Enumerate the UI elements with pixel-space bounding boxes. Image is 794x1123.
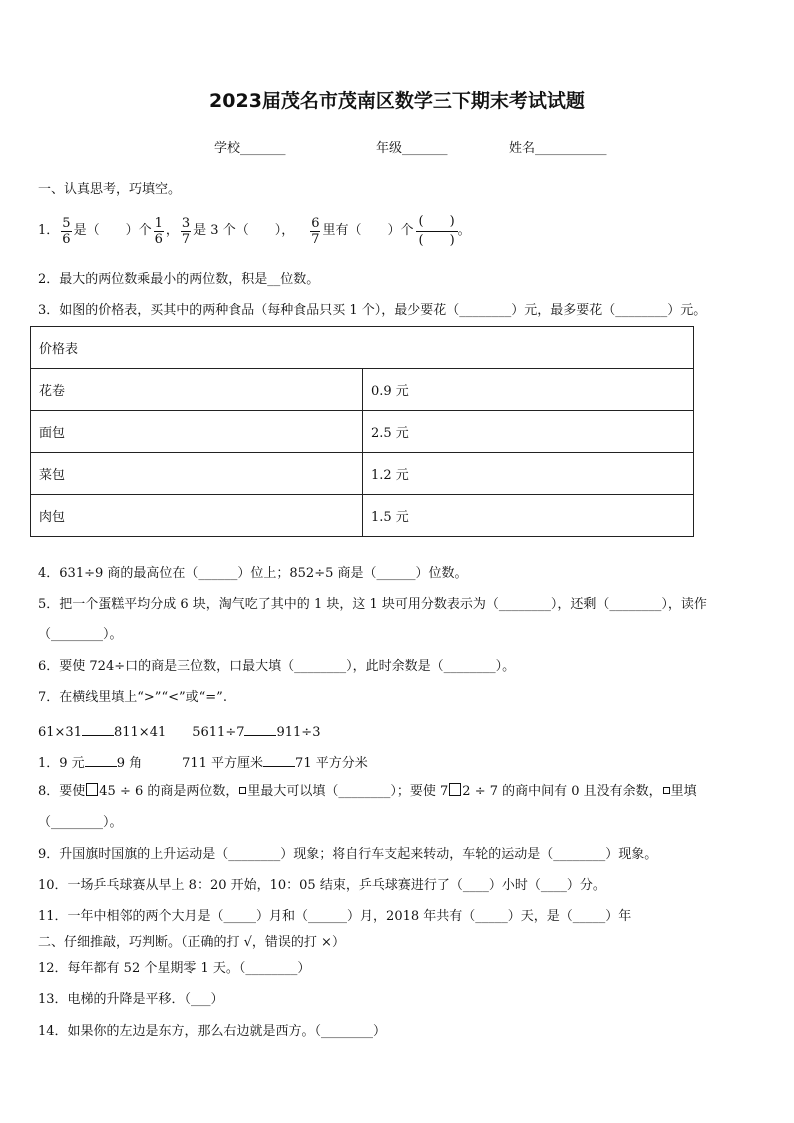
- q1-text-2: ，: [165, 223, 179, 238]
- price-cell: 1.5 元: [363, 495, 694, 537]
- question-1: [38, 211, 471, 251]
- table-row: [31, 453, 694, 495]
- question-6[interactable]: 6．要使 724÷口的商是三位数，口最大填（________），此时余数是（________）。: [38, 659, 516, 674]
- q8-part1: 8．要使: [38, 784, 86, 799]
- q1-text-4[interactable]: 里有（ ）个: [322, 223, 414, 238]
- page-title: 2023届茂名市茂南区数学三下期末考试试题: [209, 90, 585, 112]
- question-8-line2[interactable]: （________）。: [38, 815, 123, 830]
- compare-blank[interactable]: [263, 752, 295, 767]
- q1-text-5: 。: [457, 223, 471, 238]
- box-placeholder[interactable]: [86, 783, 98, 796]
- box-placeholder-small: [663, 787, 670, 794]
- name-label: 姓名: [509, 141, 536, 156]
- q7-expr-b: 811×41: [113, 725, 167, 740]
- q1-text-1[interactable]: 是（ ）个: [73, 223, 152, 238]
- table-row: [31, 495, 694, 537]
- q1-text-3[interactable]: 是 3 个（ ），: [193, 223, 295, 238]
- q8-part5: 里填: [670, 784, 697, 799]
- table-row: [31, 411, 694, 453]
- fraction-3-7: $\frac{3}{7}$: [181, 215, 191, 247]
- price-cell: 1.2 元: [363, 453, 694, 495]
- fraction-1-6: $\frac{1}{6}$: [154, 215, 163, 247]
- q7-expr-d: 911÷3: [276, 725, 321, 740]
- q8-part2: 45 ÷ 6 的商是两位数，: [99, 784, 239, 799]
- grade-blank[interactable]: _______: [402, 141, 448, 156]
- q8-part4: 2 ÷ 7 的商中间有 0 且没有余数，: [462, 784, 662, 799]
- compare-blank[interactable]: [85, 752, 117, 767]
- q7-expr-a: 61×31: [38, 725, 82, 740]
- price-table-header: 价格表: [31, 327, 694, 369]
- item-cell: 肉包: [31, 495, 363, 537]
- q7-expr-c: 5611÷7: [192, 725, 245, 740]
- q7b-expr-c: 711 平方厘米: [182, 756, 264, 771]
- compare-blank[interactable]: [82, 721, 114, 736]
- price-cell: 0.9 元: [363, 369, 694, 411]
- table-row: [31, 369, 694, 411]
- question-7: 7．在横线里填上“>”“<”或“=”.: [38, 690, 227, 705]
- grade-label: 年级: [376, 141, 403, 156]
- school-blank[interactable]: _______: [240, 141, 286, 156]
- q7b-expr-b: 9 角: [116, 756, 143, 771]
- price-cell: 2.5 元: [363, 411, 694, 453]
- table-row: [31, 327, 694, 369]
- school-field[interactable]: [214, 140, 286, 158]
- question-7-row2: [38, 752, 368, 773]
- question-5-line1[interactable]: 5．把一个蛋糕平均分成 6 块，淘气吃了其中的 1 块，这 1 块可用分数表示为（________），还剩（________），读作: [38, 597, 707, 612]
- question-8-line1: [38, 783, 697, 801]
- fraction-6-7: $\frac{6}{7}$: [311, 215, 320, 247]
- question-3[interactable]: 3．如图的价格表，买其中的两种食品（每种食品只买 1 个），最少要花（________）元，最多要花（________）元。: [38, 303, 707, 318]
- question-7-row1: [38, 721, 320, 742]
- question-14[interactable]: 14．如果你的左边是东方，那么右边就是西方。（________）: [38, 1024, 387, 1039]
- school-label: 学校: [214, 141, 241, 156]
- item-cell: 面包: [31, 411, 363, 453]
- q7b-expr-d: 71 平方分米: [295, 756, 368, 771]
- q8-part3[interactable]: 里最大可以填（________）；要使 7: [247, 784, 449, 799]
- box-placeholder[interactable]: [449, 783, 461, 796]
- compare-blank[interactable]: [244, 721, 276, 736]
- q7b-expr-a: 1．9 元: [38, 756, 85, 771]
- item-cell: 菜包: [31, 453, 363, 495]
- fraction-5-6: $\frac{5}{6}$: [62, 215, 71, 247]
- question-10[interactable]: 10．一场乒乓球赛从早上 8：20 开始，10：05 结束，乒乓球赛进行了（____）小时（____）分。: [38, 878, 606, 893]
- q1-number: 1．: [38, 223, 60, 238]
- question-12[interactable]: 12．每年都有 52 个星期零 1 天。（________）: [38, 961, 311, 976]
- question-9[interactable]: 9．升国旗时国旗的上升运动是（________）现象；将自行车支起来转动，车轮的运动是（________）现象。: [38, 847, 658, 862]
- question-5-line2[interactable]: （________）。: [38, 627, 123, 642]
- item-cell: 花卷: [31, 369, 363, 411]
- section2-heading: 二、仔细推敲，巧判断。（正确的打 √，错误的打 ×）: [38, 935, 345, 950]
- question-4[interactable]: 4．631÷9 商的最高位在（______）位上；852÷5 商是（______）位数。: [38, 566, 468, 581]
- question-2[interactable]: 2．最大的两位数乘最小的两位数，积是__位数。: [38, 272, 320, 287]
- grade-field[interactable]: [376, 140, 448, 158]
- box-placeholder-small: [239, 787, 246, 794]
- price-table: [30, 326, 694, 537]
- question-11[interactable]: 11．一年中相邻的两个大月是（_____）月和（______）月，2018 年共有（_____）天，是（_____）年: [38, 909, 632, 924]
- section1-heading: 一、认真思考，巧填空。: [38, 182, 182, 197]
- question-13[interactable]: 13．电梯的升降是平移．（___）: [38, 992, 224, 1007]
- name-blank[interactable]: ___________: [535, 141, 607, 156]
- q1-answer-fraction[interactable]: ( ) ( ): [416, 213, 458, 250]
- name-field[interactable]: [509, 140, 607, 158]
